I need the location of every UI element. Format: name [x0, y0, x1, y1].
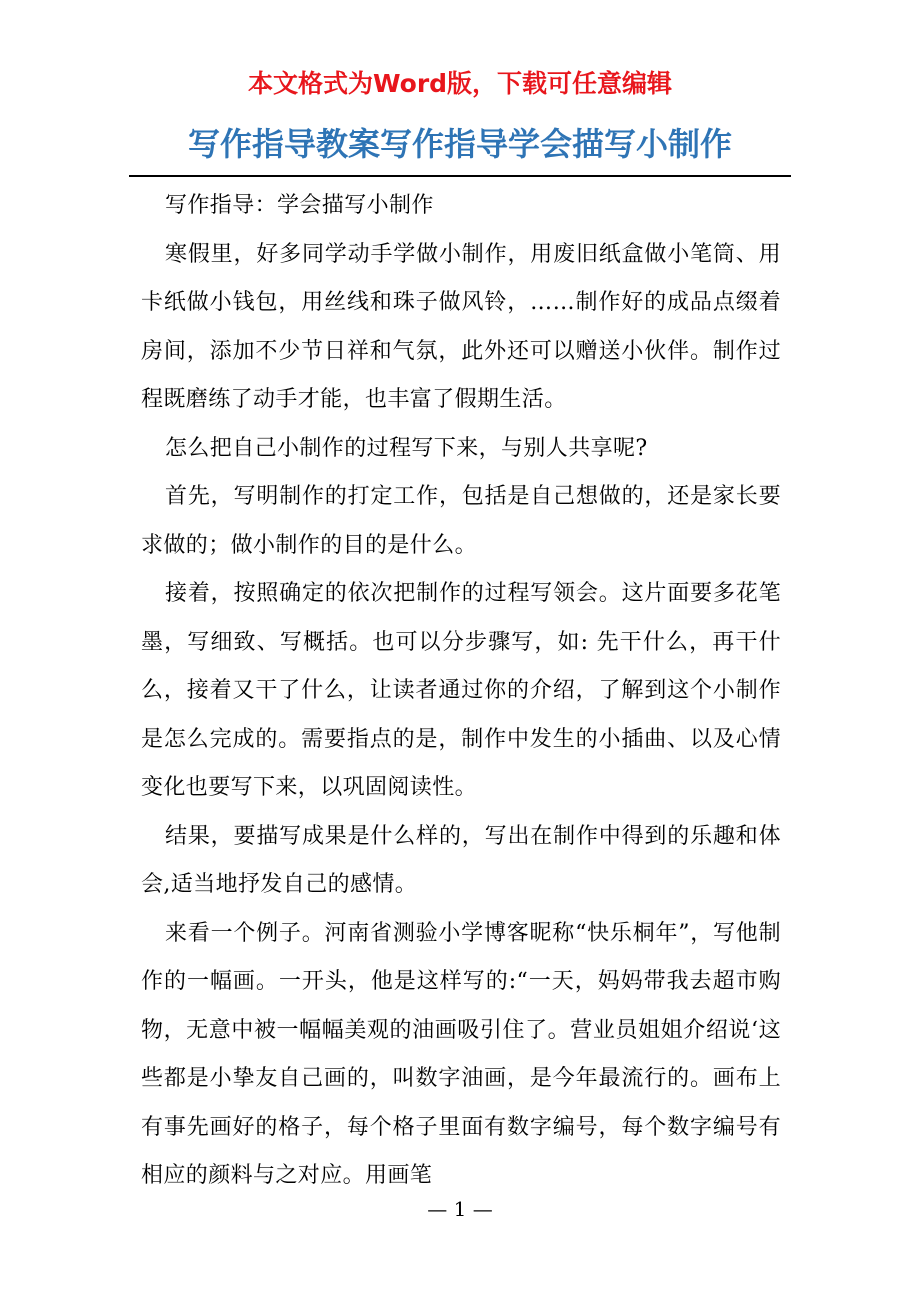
title-divider — [129, 175, 791, 177]
body-paragraph: 寒假里，好多同学动手学做小制作，用废旧纸盒做小笔筒、用卡纸做小钱包，用丝线和珠子做风铃，……制作好的成品点缀着房间，添加不少节日祥和气氛，此外还可以赠送小伙伴。制作过程既磨练了动手才能，也丰富了假期生活。 — [141, 241, 781, 412]
document-title: 写作指导教案写作指导学会描写小制作 — [187, 125, 732, 163]
body-paragraph: 来看一个例子。河南省测验小学博客昵称“快乐桐年”，写他制作的一幅画。一开头，他是这样写的:“一天，妈妈带我去超市购物，无意中被一幅幅美观的油画吸引住了。营业员姐姐介绍说‘这些都是小挚友自己画的，叫数字油画，是今年最流行的。画布上有事先画好的格子，每个格子里面有数字编号，每个数字编号有相应的颜料与之对应。用画笔 — [141, 920, 781, 1188]
body-paragraph: 接着，按照确定的依次把制作的过程写领会。这片面要多花笔墨，写细致、写概括。也可以分步骤写，如: 先干什么，再干什么，接着又干了什么，让读者通过你的介绍，了解到这个小制作是怎么完成的。需要指点的是，制作中发生的小插曲、以及心情变化也要写下来，以巩固阅读性。 — [141, 581, 781, 800]
document-body — [141, 182, 781, 1201]
body-paragraph: 首先，写明制作的打定工作，包括是自己想做的，还是家长要求做的；做小制作的目的是什么。 — [141, 484, 781, 558]
body-paragraph: 写作指导：学会描写小制作 — [165, 193, 434, 218]
body-paragraph: 结果，要描写成果是什么样的，写出在制作中得到的乐趣和体会,适当地抒发自己的感情。 — [141, 823, 781, 897]
format-notice: 本文格式为Word版，下载可任意编辑 — [247, 69, 673, 98]
body-paragraph: 怎么把自己小制作的过程写下来，与别人共享呢? — [165, 435, 648, 461]
page-number: — 1 — — [427, 1197, 493, 1221]
